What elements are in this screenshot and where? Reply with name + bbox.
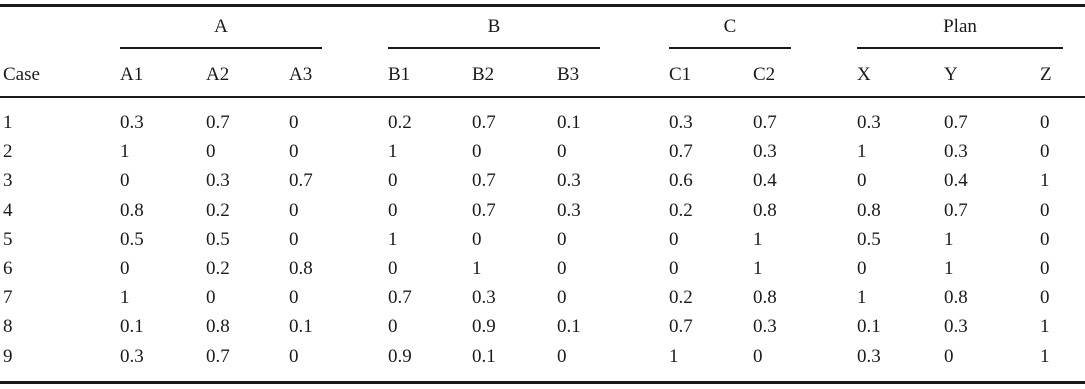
table-cell: 1: [753, 258, 763, 279]
table-cell: 0.9: [472, 316, 496, 337]
table-cell: 0.3: [557, 200, 581, 221]
row-case-label: 2: [3, 141, 13, 162]
table-cell: 0.1: [557, 316, 581, 337]
table-cell: 1: [944, 229, 954, 250]
row-case-label: 1: [3, 112, 13, 133]
table-cell: 0.7: [753, 112, 777, 133]
group-line-b: [388, 47, 600, 49]
table-cell: 0.1: [289, 316, 313, 337]
table-cell: 0.8: [753, 287, 777, 308]
table-cell: 0: [1040, 287, 1050, 308]
table-cell: 0: [289, 200, 299, 221]
table-cell: 0: [557, 287, 567, 308]
table-cell: 0.3: [120, 346, 144, 367]
table-cell: 1: [388, 141, 398, 162]
table-cell: 1: [120, 287, 130, 308]
column-header-c2: C2: [753, 64, 776, 85]
column-header-a2: A2: [206, 64, 230, 85]
column-header-b3: B3: [557, 64, 580, 85]
table-cell: 0: [289, 229, 299, 250]
table-cell: 0.3: [472, 287, 496, 308]
group-line-c: [669, 47, 791, 49]
table-cell: 1: [669, 346, 679, 367]
row-case-label: 6: [3, 258, 13, 279]
table-cell: 0.7: [206, 346, 230, 367]
table-cell: 0: [289, 141, 299, 162]
table-cell: 0.7: [669, 316, 693, 337]
group-line-plan: [857, 47, 1063, 49]
table-cell: 1: [1040, 316, 1050, 337]
column-header-b1: B1: [388, 64, 411, 85]
table-cell: 1: [753, 229, 763, 250]
table-cell: 0.5: [120, 229, 144, 250]
table-cell: 0.3: [557, 170, 581, 191]
group-label-a: A: [214, 16, 228, 37]
row-case-label: 9: [3, 346, 13, 367]
column-header-a1: A1: [120, 64, 144, 85]
table-cell: 1: [1040, 170, 1050, 191]
table-cell: 0.7: [388, 287, 412, 308]
table-cell: 1: [1040, 346, 1050, 367]
row-case-label: 8: [3, 316, 13, 337]
group-label-plan: Plan: [943, 16, 977, 37]
table-cell: 0: [289, 346, 299, 367]
top-rule: [0, 4, 1085, 7]
table-cell: 0: [1040, 200, 1050, 221]
table-cell: 0.1: [557, 112, 581, 133]
table-cell: 0: [669, 258, 679, 279]
table-cell: 0: [472, 229, 482, 250]
table-cell: 0.7: [289, 170, 313, 191]
table-cell: 0.5: [857, 229, 881, 250]
table-cell: 0.3: [753, 141, 777, 162]
table-cell: 0: [557, 258, 567, 279]
table-cell: 0: [857, 258, 867, 279]
table-cell: 0.8: [206, 316, 230, 337]
table-cell: 0.3: [944, 141, 968, 162]
table-cell: 1: [944, 258, 954, 279]
table-cell: 0: [1040, 112, 1050, 133]
table-cell: 0.3: [944, 316, 968, 337]
row-case-label: 5: [3, 229, 13, 250]
table-cell: 0: [753, 346, 763, 367]
column-header-case: Case: [3, 64, 40, 85]
table-cell: 0: [289, 287, 299, 308]
table-cell: 0.7: [944, 200, 968, 221]
table-cell: 0.2: [206, 258, 230, 279]
table-cell: 0.3: [669, 112, 693, 133]
table-cell: 1: [120, 141, 130, 162]
table-cell: 0: [120, 170, 130, 191]
table-cell: 0: [944, 346, 954, 367]
table-cell: 0: [1040, 258, 1050, 279]
table-cell: 0.1: [857, 316, 881, 337]
table-cell: 0.2: [206, 200, 230, 221]
table-cell: 0.1: [472, 346, 496, 367]
table-cell: 0.2: [669, 287, 693, 308]
table-cell: 0: [1040, 229, 1050, 250]
table-cell: 0: [289, 112, 299, 133]
table-cell: 0.7: [472, 200, 496, 221]
group-label-b: B: [487, 16, 501, 37]
table-cell: 0.1: [120, 316, 144, 337]
table-cell: 0: [120, 258, 130, 279]
table-cell: 0.2: [669, 200, 693, 221]
table-cell: 0.7: [472, 112, 496, 133]
table-cell: 0: [206, 287, 216, 308]
row-case-label: 7: [3, 287, 13, 308]
table-cell: 0: [388, 200, 398, 221]
table-cell: 0.8: [944, 287, 968, 308]
column-header-x: X: [857, 64, 871, 85]
column-header-b2: B2: [472, 64, 495, 85]
table-cell: 0.4: [944, 170, 968, 191]
row-case-label: 3: [3, 170, 13, 191]
table-cell: 0: [557, 141, 567, 162]
table-cell: 0.3: [120, 112, 144, 133]
table-cell: 1: [857, 287, 867, 308]
header-rule: [0, 96, 1085, 98]
table-cell: 0: [557, 229, 567, 250]
table-cell: 0.8: [857, 200, 881, 221]
table-cell: 0: [472, 141, 482, 162]
table-cell: 0: [388, 316, 398, 337]
table-cell: 0.3: [206, 170, 230, 191]
table-cell: 0.7: [472, 170, 496, 191]
column-header-c1: C1: [669, 64, 692, 85]
table-cell: 0: [669, 229, 679, 250]
table-cell: 0.4: [753, 170, 777, 191]
group-line-a: [120, 47, 322, 49]
table-cell: 0.7: [206, 112, 230, 133]
row-case-label: 4: [3, 200, 13, 221]
table-cell: 1: [857, 141, 867, 162]
table-cell: 0: [388, 258, 398, 279]
table-cell: 0: [206, 141, 216, 162]
column-header-z: Z: [1040, 64, 1052, 85]
table-cell: 0: [857, 170, 867, 191]
table-cell: 0.8: [289, 258, 313, 279]
table-cell: 0.3: [753, 316, 777, 337]
table-cell: 0.5: [206, 229, 230, 250]
column-header-a3: A3: [289, 64, 313, 85]
table-cell: 0.9: [388, 346, 412, 367]
table-cell: 1: [388, 229, 398, 250]
table-cell: 0.2: [388, 112, 412, 133]
table-cell: 0.8: [753, 200, 777, 221]
table-cell: 0: [557, 346, 567, 367]
bottom-rule: [0, 381, 1085, 384]
table-cell: 0: [1040, 141, 1050, 162]
table-cell: 0.3: [857, 112, 881, 133]
table-cell: 0.7: [944, 112, 968, 133]
table-cell: 0.6: [669, 170, 693, 191]
table-cell: 0.7: [669, 141, 693, 162]
table-cell: 1: [472, 258, 482, 279]
column-header-y: Y: [944, 64, 958, 85]
table-cell: 0: [388, 170, 398, 191]
table-cell: 0.8: [120, 200, 144, 221]
group-label-c: C: [723, 16, 737, 37]
table-cell: 0.3: [857, 346, 881, 367]
